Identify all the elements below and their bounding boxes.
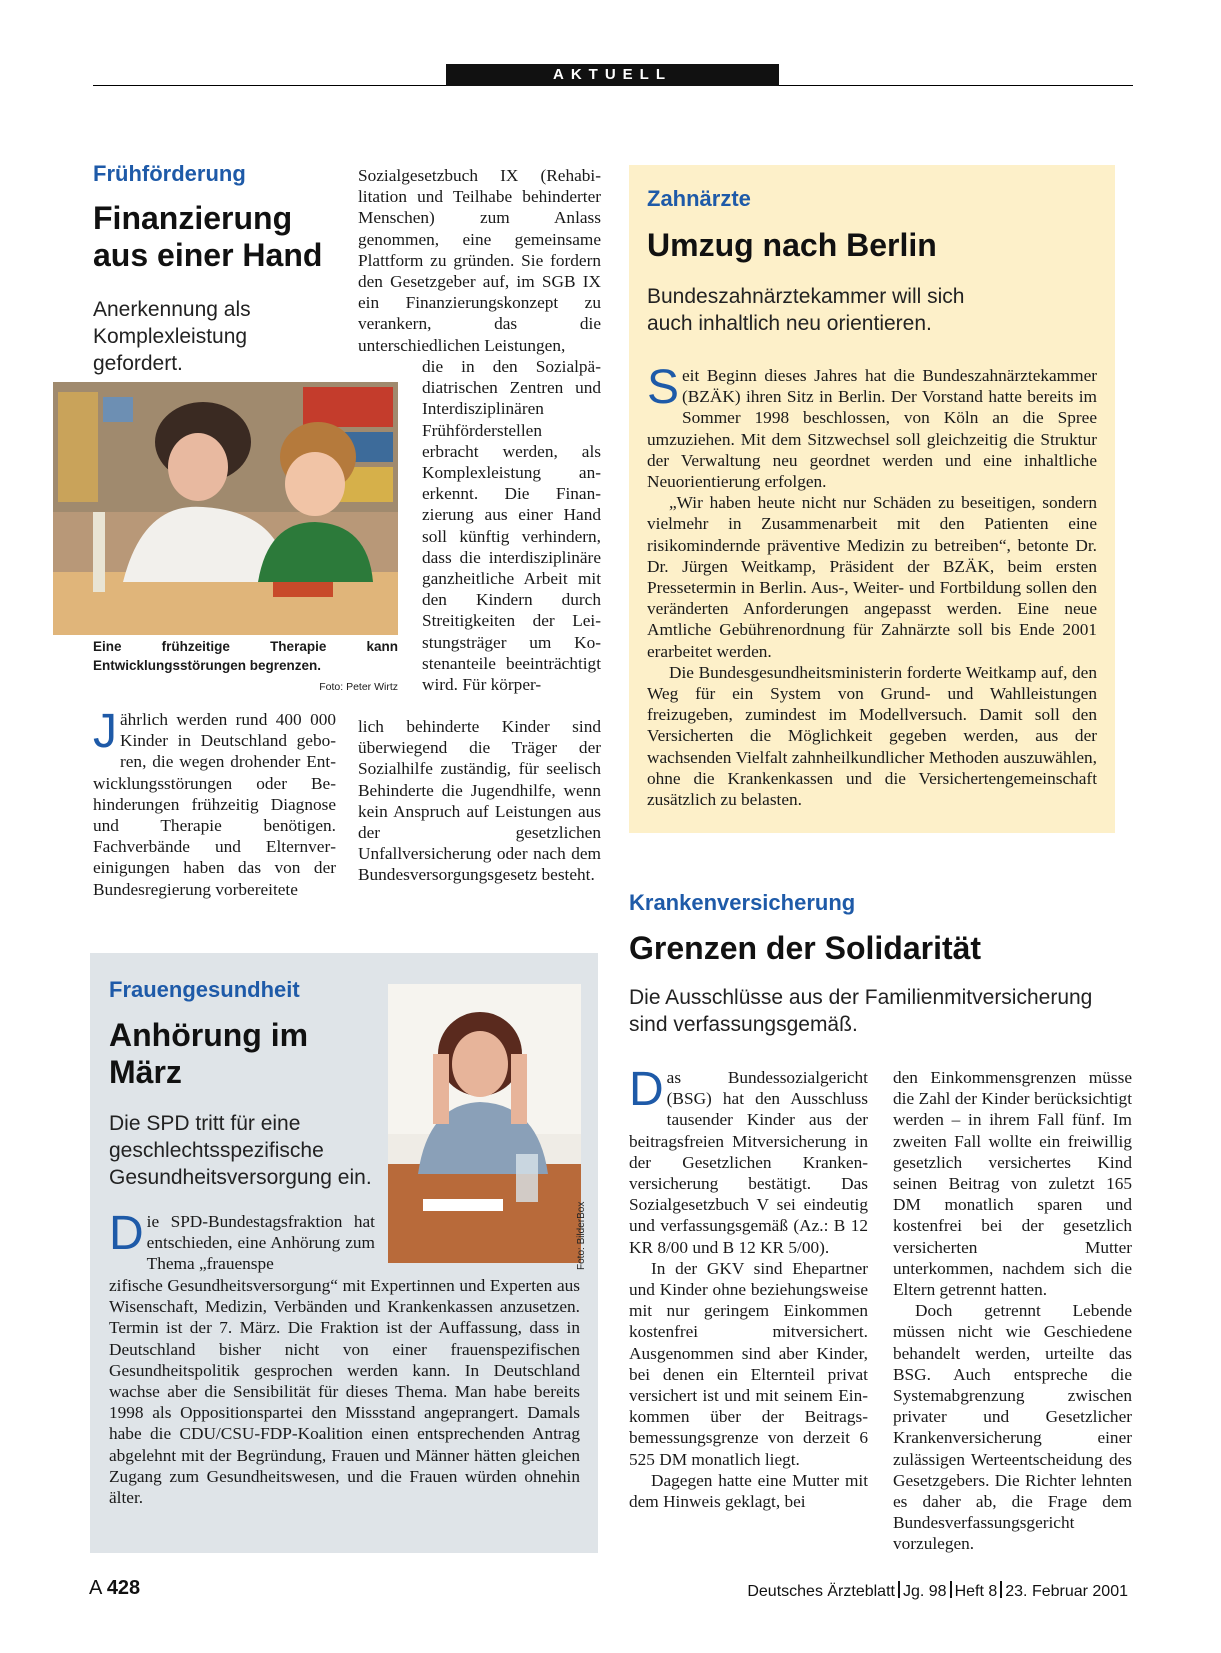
article1-caption bbox=[93, 637, 398, 697]
article3-headline: Anhörung im März bbox=[109, 1017, 309, 1090]
article1-col1 bbox=[93, 705, 336, 900]
photo-credit: Foto: BilderBox bbox=[576, 1201, 587, 1270]
dropcap: D bbox=[109, 1207, 144, 1260]
dropcap: D bbox=[629, 1063, 664, 1116]
article1-col2a: Sozialgesetzbuch IX (Rehabilitation und Teilhabe behinderter Menschen) zum Anlass genommen, eine gemeinsame Plattform zu gründen. Sie fordern den Gesetzgeber auf, im SGB IX ein Finanzierungskonzept zu verankern, das die unterschiedlichen Leistungen, bbox=[358, 166, 601, 355]
article2-p3: Die Bundesgesundheitsministerin forderte Weitkamp auf, den Weg für ein System von Grund- und Wahlleistungen freizugeben, zumindest im Modellversuch. Damit soll den Versicherten die Möglichkeit gegeben werden, aus der wachsenden Vielfalt zahnheilkundlicher Methoden auszuwählen, ohne die Krankenkassen und die Versichertengemeinschaft zusätzlich zu belasten. bbox=[647, 662, 1097, 810]
article4-col1 bbox=[629, 1063, 868, 1512]
article4-col2-p2: Doch getrennt Lebende müssen nicht wie Geschiedene behandelt werden, urteilte das BSG. Auch entspreche die Systemabgrenzung zwischen privater und Gesetzlicher Krankenversicherung einer zulässigen Werteentscheidung des Gesetzgebers. Die Richter lehnten es daher ab, die Frage dem Bundesverfassungsgericht vorzulegen. bbox=[893, 1301, 1132, 1554]
photo-credit: Foto: Peter Wirtz bbox=[319, 681, 398, 693]
article3-lead bbox=[109, 1207, 375, 1275]
article2-p2: „Wir haben heute nicht nur Schäden zu beseitigen, sondern vielmehr in Zusammenarbeit mit den Patienten eine risikomindernde präventive Medizin zu betreiben“, betonte Dr. Dr. Jürgen Weitkamp, Präsident der BZÄK, beim ersten Pressetermin in Berlin. Aus-, Weiter- und Fortbildung sollen den veränderten Anforderungen angepasst werden. Eine neue Amtliche Gebührenordnung für Zahnärzte soll bis Ende 2001 erarbeitet werden. bbox=[647, 493, 1097, 661]
journal-name: Deutsches Ärzteblatt bbox=[747, 1583, 895, 1600]
article4-col1-p3: Dagegen hatte eine Mutter mit dem Hinweis geklagt, bei bbox=[629, 1470, 868, 1512]
article4-col2 bbox=[893, 1067, 1132, 1555]
article2-body bbox=[647, 361, 1097, 810]
caption-text: Eine frühzeitige Therapie kann Entwicklungsstörungen begrenzen. bbox=[93, 639, 398, 673]
article2-deck: Bundeszahnärztekammer will sich auch inhaltlich neu orientieren. bbox=[647, 285, 965, 335]
woman-photo bbox=[388, 984, 581, 1263]
article4-headline: Grenzen der Solidarität bbox=[629, 930, 982, 966]
article1-kicker: Frühförderung bbox=[93, 161, 246, 186]
article1-col1-text: ährlich werden rund 400 000 Kinder in Deutschland geboren, die wegen drohender Entwicklungsstörungen oder Behinderungen frühzeitig Diagnose und Therapie benötigen. Fachverbände und Elternvereinigungen haben das von der Bundesregierung vorbereitete bbox=[93, 710, 336, 899]
article2-headline: Umzug nach Berlin bbox=[647, 227, 937, 263]
article2-kicker: Zahnärzte bbox=[647, 186, 751, 211]
section-tag: AKTUELL bbox=[446, 64, 779, 86]
article4-col1-p2: In der GKV sind Ehepartner und Kinder ohne beziehungsweise mit nur geringem Einkommen kostenfrei mitversichert. Ausgenommen sind aber Kinder, bei denen ein Elternteil privat versichert ist und mit seinem Einkommen über der Beitragsbemessungsgrenze von derzeit 6 525 DM monatlich liegt. bbox=[629, 1258, 868, 1469]
separator bbox=[950, 1581, 952, 1598]
article2-p1: eit Beginn dieses Jahres hat die Bundeszahnärztekammer (BZÄK) ihren Sitz in Berlin. Der Vorstand hatte bereits im Sommer 1998 beschlossen, von Köln an die Spree umzuziehen. Mit dem Sitzwechsel soll gleichzeitig die Struktur der Verwaltung neu geordnet werden und eine inhaltliche Neuorientierung erfolgen. bbox=[647, 366, 1097, 492]
article1-col2c: lich behinderte Kinder sind überwiegend die Träger der Sozialhilfe zuständig, für seelisch Behinderte die Jugendhilfe, wenn kein Anspruch auf Leistungen aus der gesetzlichen Unfallversicherung oder nach dem Bundesversorgungsgesetz besteht. bbox=[358, 717, 601, 885]
therapy-photo bbox=[53, 382, 398, 635]
page-prefix: A bbox=[89, 1577, 102, 1599]
article4-kicker: Krankenversicherung bbox=[629, 890, 856, 915]
article3-deck: Die SPD tritt für eine geschlechtsspezifische Gesundheitsversorgung ein. bbox=[109, 1112, 372, 1189]
separator bbox=[1000, 1581, 1002, 1598]
journal-info bbox=[747, 1581, 1128, 1601]
dropcap: J bbox=[93, 705, 117, 758]
article3-lead-text: ie SPD-Bundestagsfraktion hat entschieden, eine Anhörung zum Thema „frauenspe bbox=[146, 1212, 375, 1274]
article1-col2b: die in den Sozialpädiatrischen Zentren und Interdisziplinären Frühförderstellen erbracht werden, als Komplexleistung anerkennt. Die Finanzierung aus einer Hand soll künftig verhindern, dass die interdisziplinäre ganzheitliche Arbeit mit den Kindern durch Streitigkeiten der Leistungsträger um Kostenanteile beeinträchtigt wird. Für körper- bbox=[422, 357, 601, 695]
article3-body: zifische Gesundheitsversorgung“ mit Expertinnen und Experten aus Wisenschaft, Medizin, Verbänden und Krankenkassen anzusetzen. Termin ist der 7. März. Die Fraktion ist der Auffassung, dass in Deutschland bisher nicht von einer frauenspezifischen Gesundheitspolitik gesprochen werden kann. In Deutschland wachse aber die Sensibilität für dieses Thema. Man habe bereits 1998 als Oppositionspartei den Missstand angeprangert. Damals habe die CDU/CSU-FDP-Koalition einen entsprechenden Antrag abgelehnt mit der Begründung, Frauen und Männer hätten gleichen Zugang zum Gesundheitswesen, und die Frauen würden ohnehin älter. bbox=[109, 1276, 580, 1508]
article1-headline: Finanzierung aus einer Hand bbox=[93, 200, 323, 273]
article1-deck: Anerkennung als Komplexleistung gefordert. bbox=[93, 298, 251, 375]
article4-col1-p1: as Bundessozialgericht (BSG) hat den Ausschluss tausender Kinder aus der beitragsfreien Mitversicherung in der Gesetzlichen Krankenversicherung bestätigt. Das Sozialgesetzbuch V sei eindeutig und verfassungsgemäß (Az.: B 12 KR 8/00 und B 12 KR 5/00). bbox=[629, 1068, 868, 1257]
date: 23. Februar 2001 bbox=[1005, 1583, 1128, 1600]
article4-col2-p1: den Einkommensgrenzen müsse die Zahl der Kinder berücksichtigt werden – in ihrem Fall fünf. Im zweiten Fall wollte ein freiwillig gesetzlich versichertes Kind seinen Beitrag von zuletzt 165 DM monatlich sparen und kostenfrei bei der gesetzlich versicherten Mutter unterkommen, nachdem sich die Eltern getrennt hatten. bbox=[893, 1068, 1132, 1300]
separator bbox=[898, 1581, 900, 1598]
page-number bbox=[89, 1577, 140, 1600]
dropcap: S bbox=[647, 361, 680, 414]
issue: Heft 8 bbox=[954, 1583, 998, 1600]
volume: Jg. 98 bbox=[902, 1583, 947, 1600]
article4-deck: Die Ausschlüsse aus der Familienmitversicherung sind verfassungsgemäß. bbox=[629, 986, 1093, 1036]
page-number-value: 428 bbox=[106, 1577, 141, 1599]
article3-kicker: Frauengesundheit bbox=[109, 977, 300, 1002]
